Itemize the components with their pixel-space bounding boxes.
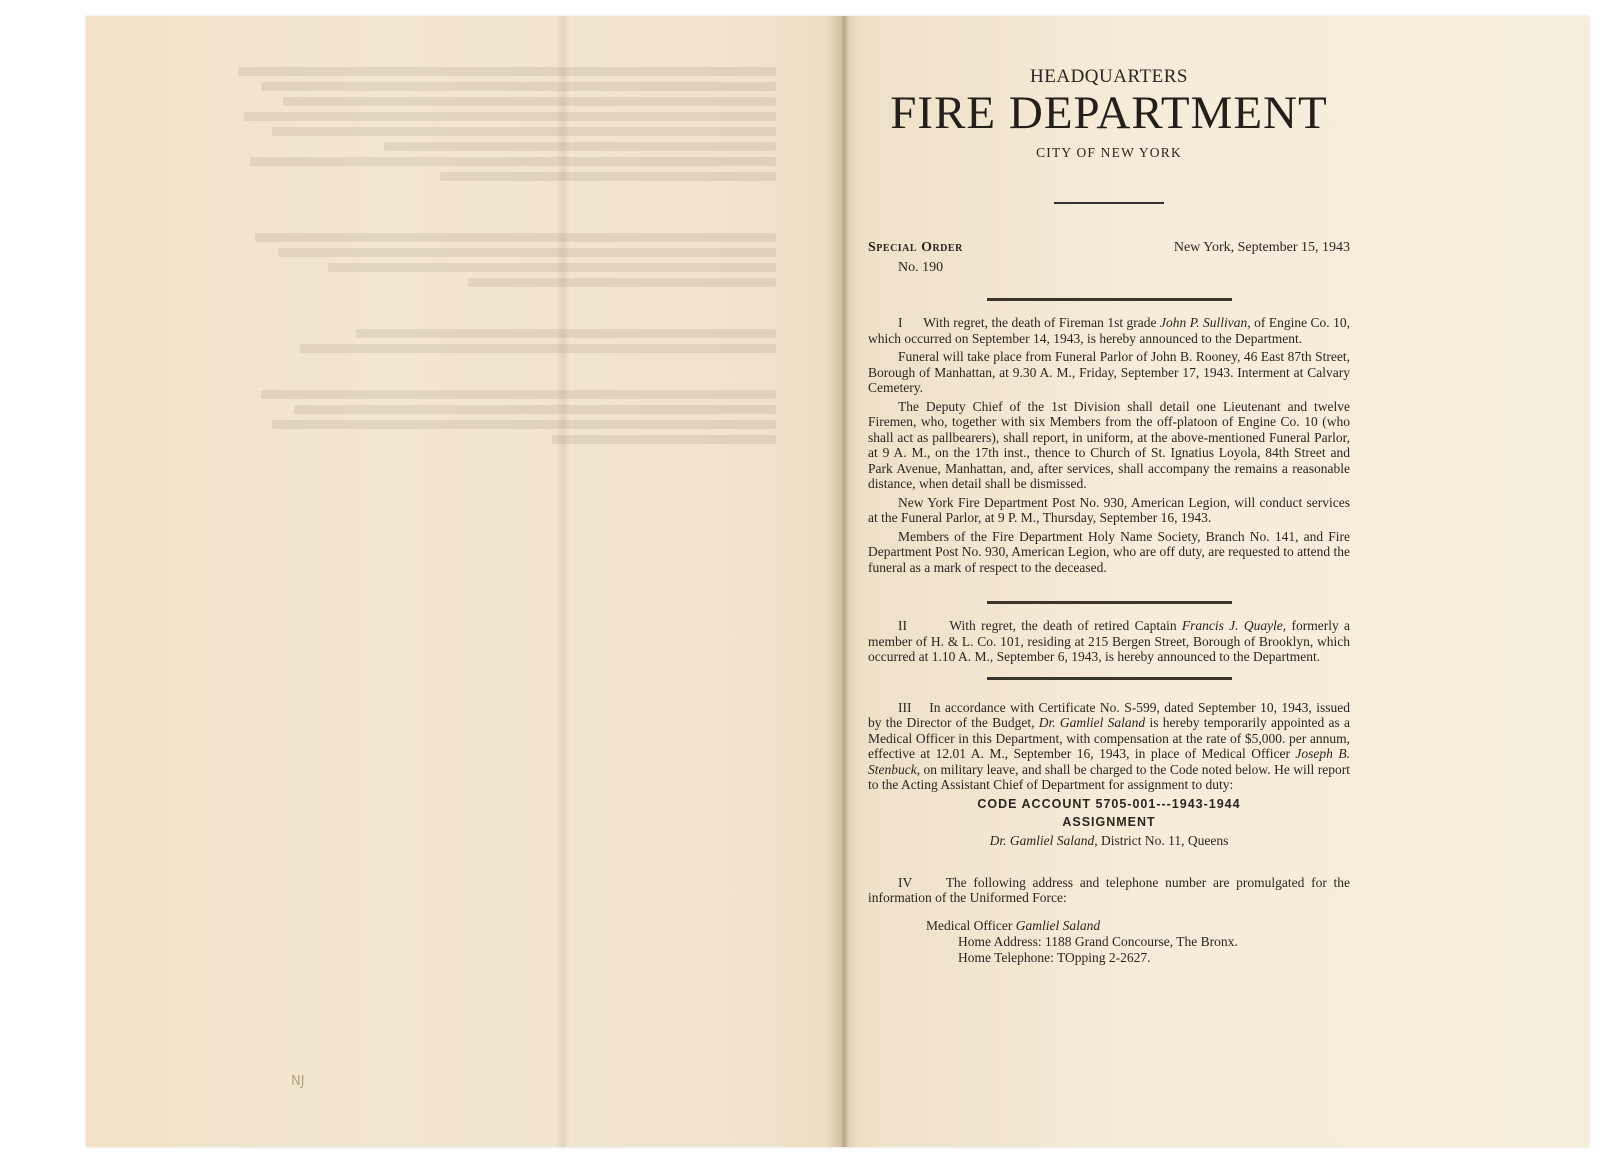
section-divider bbox=[987, 601, 1232, 604]
legion-paragraph: New York Fire Department Post No. 930, American Legion, will conduct services at the Funeral Parlor, at 9 P. M., Thursday, September 16, 1943. bbox=[868, 494, 1350, 525]
section-number: I bbox=[898, 315, 903, 330]
members-paragraph: Members of the Fire Department Holy Name Society, Branch No. 141, and Fire Department Post No. 930, American Legion, who are off duty, are requested to attend the funeral as a mark of respect to the deceased. bbox=[868, 528, 1350, 575]
appointee-name: Dr. Gamliel Saland bbox=[1038, 715, 1146, 730]
center-fold bbox=[826, 16, 860, 1147]
header-headquarters: HEADQUARTERS bbox=[1030, 66, 1188, 87]
section-4: IV The following address and telephone number are promulgated for the information of the Uniformed Force: Medical Officer Gamliel Saland Home Address: 1188 Grand Concourse, The Bronx. Home Telephone: TOpping 2-2627. bbox=[868, 874, 1350, 965]
section-1: I With regret, the death of Fireman 1st grade John P. Sullivan, of Engine Co. 10, which occurred on September 14, 1943, is hereby announced to the Department. Funeral will take place from Funeral Parlor of John B. Rooney, 46 East 87th Street, Borough of Manhattan, at 9.30 A. M., Friday, September 17, 1943. Interment at Calvary Cemetery. The Deputy Chief of the 1st Division shall detail one Lieutenant and twelve Firemen, who, together with six Members from the off-platoon of Engine Co. 10 (who shall act as pallbearers), shall report, in uniform, at the above-mentioned Funeral Parlor, at 9 A. M., on the 17th inst., thence to Church of St. Ignatius Loyola, 84th Street and Park Avenue, Manhattan, and, after services, shall accompany the remains a reasonable distance, when detail shall be dismissed. New York Fire Department Post No. 930, American Legion, will conduct services at the Funeral Parlor, at 9 P. M., Thursday, September 16, 1943. Members of the Fire Department Holy Name Society, Branch No. 141, and Fire Department Post No. 930, American Legion, who are off duty, are requested to attend the funeral as a mark of respect to the deceased. bbox=[868, 315, 1350, 575]
section-divider bbox=[987, 677, 1232, 680]
detail-paragraph: The Deputy Chief of the 1st Division shall detail one Lieutenant and twelve Firemen, who, together with six Members from the off-platoon of Engine Co. 10 (who shall act as pallbearers), shall report, in uniform, at the above-mentioned Funeral Parlor, at 9 A. M., on the 17th inst., thence to Church of St. Ignatius Loyola, 84th Street and Park Avenue, Manhattan, and, after services, shall accompany the remains a reasonable distance, when detail shall be dismissed. bbox=[868, 398, 1350, 491]
pencil-mark: NJ bbox=[291, 1074, 305, 1089]
header-fire-department: FIRE DEPARTMENT bbox=[890, 87, 1328, 139]
assignment-heading: ASSIGNMENT bbox=[1062, 814, 1156, 829]
section-number: IV bbox=[898, 874, 913, 890]
home-address: Home Address: 1188 Grand Concourse, The Bronx. bbox=[958, 933, 1238, 949]
order-info bbox=[868, 240, 1350, 276]
funeral-paragraph: Funeral will take place from Funeral Parlor of John B. Rooney, 46 East 87th Street, Borough of Manhattan, at 9.30 A. M., Friday, September 17, 1943. Interment at Calvary Cemetery. bbox=[868, 349, 1350, 395]
home-telephone: Home Telephone: TOpping 2-2627. bbox=[958, 949, 1151, 965]
deceased-name: John P. Sullivan, bbox=[1159, 315, 1251, 330]
section-3: III In accordance with Certificate No. S-599, dated September 10, 1943, issued by the Director of the Budget, Dr. Gamliel Saland is hereby temporarily appointed as a Medical Officer in this Department, with compensation at the rate of $5,000. per annum, effective at 12.01 A. M., September 16, 1943, in place of Medical Officer Joseph B. Stenbuck, on military leave, and shall be charged to the Code noted below. He will report to the Acting Assistant Chief of Department for assignment to duty: CODE ACCOUNT 5705-001---1943-1944 ASSIGNMENT Dr. Gamliel Saland, District No. 11, Queens bbox=[868, 699, 1351, 848]
section-2: II With regret, the death of retired Captain Francis J. Quayle, formerly a member of H. & L. Co. 101, residing at 215 Bergen Street, Borough of Brooklyn, which occurred at 1.10 A. M., September 6, 1943, is hereby announced to the Department. bbox=[868, 618, 1350, 664]
paper-crease bbox=[556, 16, 570, 1147]
code-account: CODE ACCOUNT 5705-001---1943-1944 bbox=[977, 796, 1241, 811]
deceased-name: Francis J. Quayle, bbox=[1181, 618, 1287, 633]
medical-officer-line: Medical Officer Gamliel Saland bbox=[926, 917, 1101, 933]
header-rule bbox=[1054, 202, 1164, 204]
special-order-label: Special Order bbox=[868, 240, 963, 255]
header-city: CITY OF NEW YORK bbox=[1036, 145, 1182, 160]
section-divider bbox=[987, 298, 1232, 301]
order-number: No. 190 bbox=[898, 260, 944, 275]
section-number: II bbox=[898, 618, 907, 633]
officer-on-leave: Joseph B. Stenbuck, bbox=[868, 746, 1350, 777]
blank-left-page bbox=[86, 16, 846, 1147]
bleed-through-text bbox=[216, 61, 776, 450]
section-number: III bbox=[898, 699, 912, 715]
assignment-line: Dr. Gamliel Saland, District No. 11, Queens bbox=[989, 832, 1229, 848]
place-date: New York, September 15, 1943 bbox=[1173, 240, 1350, 255]
order-page bbox=[868, 48, 1350, 966]
document-sheet bbox=[86, 16, 1589, 1147]
